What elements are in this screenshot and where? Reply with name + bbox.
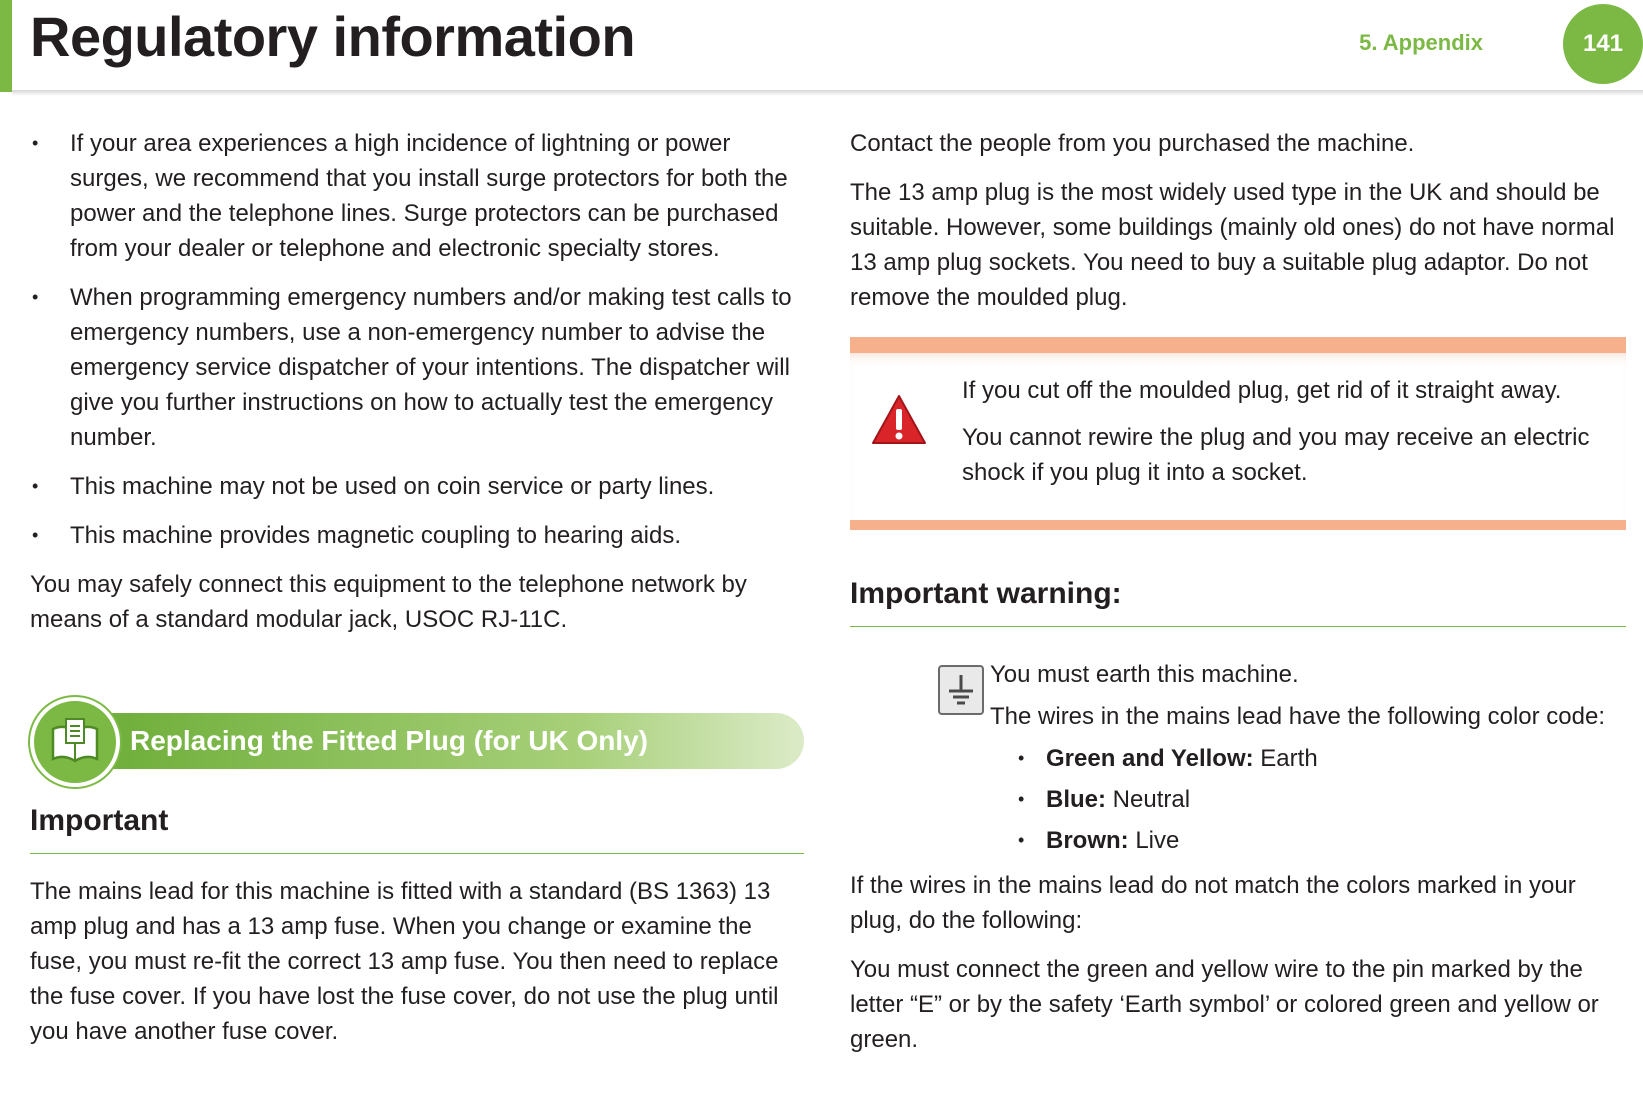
important-heading: Important [30,801,804,854]
contact-paragraph: Contact the people from you purchased the machine. [850,130,1415,157]
header-divider [12,90,1643,96]
header-accent-bar [0,0,12,92]
list-item: • If your area experiences a high incidence of lightning or power surges, we recommend that you install surge protectors for both the power and the telephone lines. Surge protectors can be purchased from your dealer or telephone and electronic specialty stores. [30,126,804,266]
book-icon [30,697,120,787]
earth-ground-icon [938,665,984,715]
warning-box [850,337,1626,530]
wire-label: Brown: [1046,827,1129,854]
wire-value: Live [1135,827,1180,854]
wire-value: Neutral [1112,786,1191,813]
important-warning-heading: Important warning: [850,574,1626,627]
page-number-badge: 141 [1563,4,1643,84]
mismatch-paragraph: If the wires in the mains lead do not match the colors marked in your plug, do the following: [850,872,1576,934]
section-banner [30,701,804,791]
warning-line: You cannot rewire the plug and you may receive an electric shock if you plug it into a socket. [962,424,1590,486]
earth-block [850,657,1626,858]
wire-label: Green and Yellow: [1046,745,1254,772]
notice-bullet-list [30,126,804,553]
earth-line: You must earth this machine. [990,661,1299,688]
right-column [850,126,1626,1071]
chapter-label: 5. Appendix [1359,30,1483,55]
list-item [1018,823,1626,858]
connect-paragraph: You may safely connect this equipment to the telephone network by means of a standard modular jack, USOC RJ-11C. [30,571,747,633]
page-title: Regulatory information [30,5,636,68]
plug-paragraph: The 13 amp plug is the most widely used type in the UK and should be suitable. However, some buildings (mainly old ones) do not have normal 13 amp plug sockets. You need to buy a suitable plug adaptor. Do not remove the moulded plug. [850,179,1615,311]
wire-value: Earth [1260,745,1318,772]
wire-label: Blue: [1046,786,1106,813]
wire-color-list [990,741,1626,858]
section-title: Replacing the Fitted Plug (for UK Only) [130,725,648,756]
list-item [1018,741,1626,776]
left-column [30,126,804,1063]
list-item: • This machine may not be used on coin service or party lines. [30,469,804,504]
list-item [1018,782,1626,817]
list-item: • This machine provides magnetic coupling to hearing aids. [30,518,804,553]
warning-line: If you cut off the moulded plug, get rid of it straight away. [962,377,1562,404]
connect-green-paragraph: You must connect the green and yellow wire to the pin marked by the letter “E” or by the safety ‘Earth symbol’ or colored green and yellow or green. [850,956,1599,1053]
list-item: • When programming emergency numbers and/or making test calls to emergency numbers, use a non-emergency number to advise the emergency service dispatcher of your intentions. The dispatcher will give you further instructions on how to actually test the emergency number. [30,280,804,455]
important-paragraph: The mains lead for this machine is fitted with a standard (BS 1363) 13 amp plug and has a 13 amp fuse. When you change or examine the fuse, you must re-fit the correct 13 amp fuse. You then need to replace the fuse cover. If you have lost the fuse cover, do not use the plug until you have another fuse cover. [30,878,779,1045]
warning-icon [870,393,928,447]
earth-line: The wires in the mains lead have the following color code: [990,703,1605,730]
